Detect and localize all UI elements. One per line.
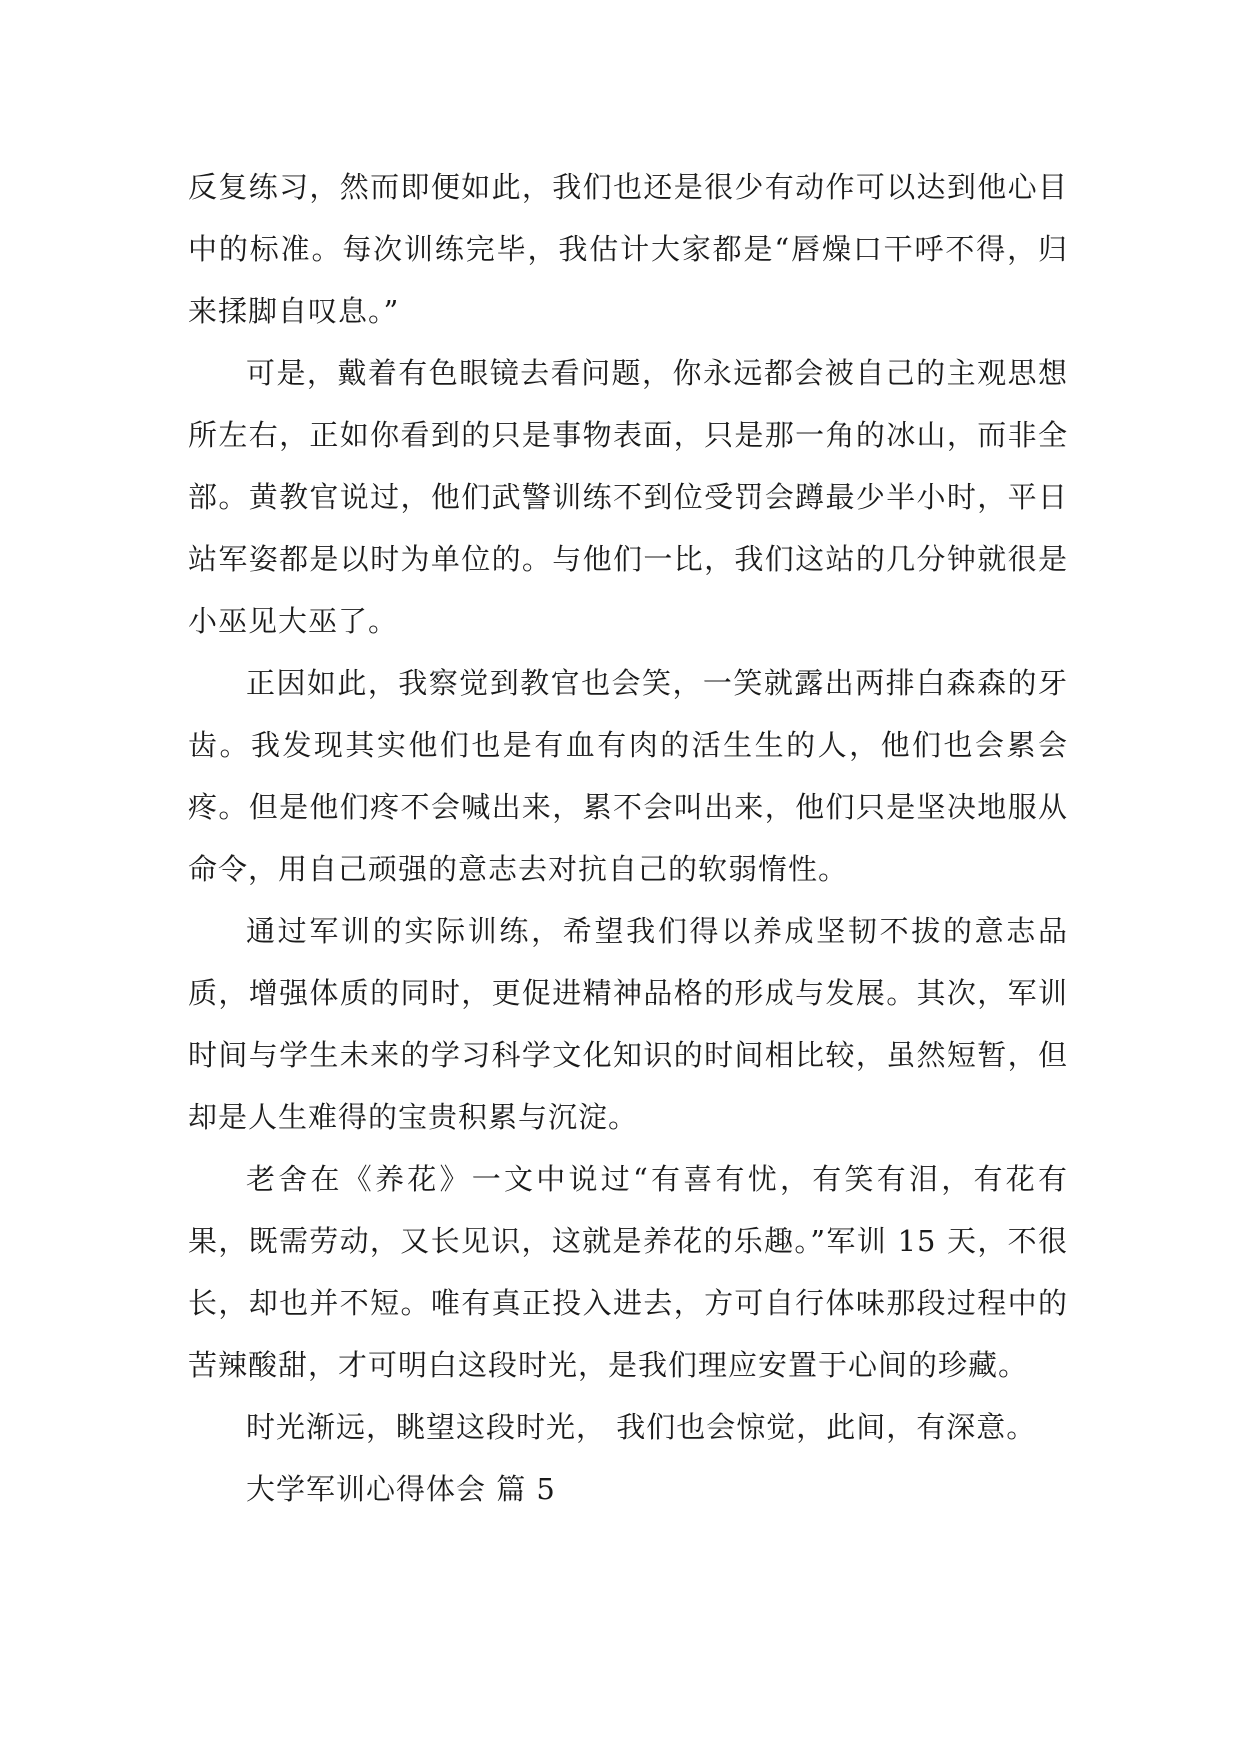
document-body <box>188 156 1068 1520</box>
paragraph-6: 时光渐远，眺望这段时光， 我们也会惊觉，此间，有深意。 <box>246 1410 1037 1444</box>
section-heading: 大学军训心得体会 篇 5 <box>246 1472 556 1506</box>
paragraph-3: 正因如此，我察觉到教官也会笑，一笑就露出两排白森森的牙齿。我发现其实他们也是有血有肉的活生生的人，他们也会累会疼。但是他们疼不会喊出来，累不会叫出来，他们只是坚决地服从命令，用自己顽强的意志去对抗自己的软弱惰性。 <box>188 666 1068 886</box>
paragraph-1: 反复练习，然而即便如此，我们也还是很少有动作可以达到他心目中的标准。每次训练完毕，我估计大家都是“唇燥口干呼不得，归来揉脚自叹息。” <box>188 170 1068 328</box>
paragraph-5: 老舍在《养花》一文中说过“有喜有忧，有笑有泪，有花有果，既需劳动，又长见识，这就是养花的乐趣。”军训 15 天，不很长，却也并不短。唯有真正投入进去，方可自行体味那段过程中的苦辣酸甜，才可明白这段时光，是我们理应安置于心间的珍藏。 <box>188 1162 1068 1382</box>
paragraph-4: 通过军训的实际训练，希望我们得以养成坚韧不拔的意志品质，增强体质的同时，更促进精神品格的形成与发展。其次，军训时间与学生未来的学习科学文化知识的时间相比较，虽然短暂，但却是人生难得的宝贵积累与沉淀。 <box>188 914 1068 1134</box>
paragraph-2: 可是，戴着有色眼镜去看问题，你永远都会被自己的主观思想所左右，正如你看到的只是事物表面，只是那一角的冰山，而非全部。黄教官说过，他们武警训练不到位受罚会蹲最少半小时，平日站军姿都是以时为单位的。与他们一比，我们这站的几分钟就很是小巫见大巫了。 <box>188 356 1068 638</box>
